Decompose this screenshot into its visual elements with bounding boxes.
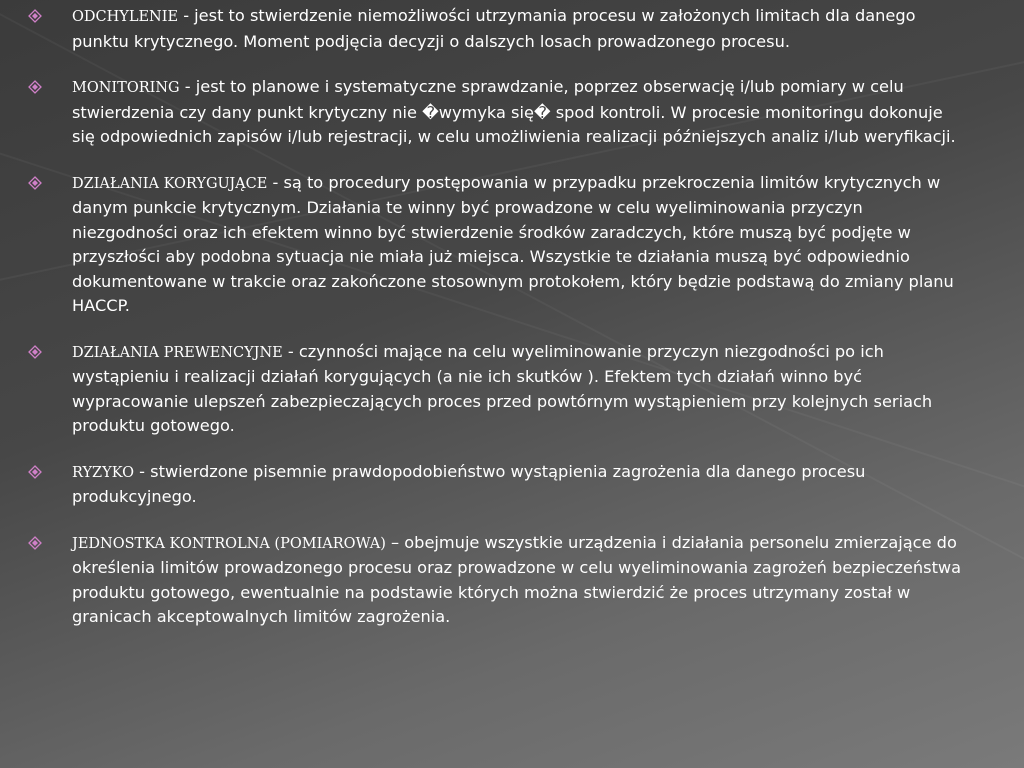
term-label: RYZYKO: [72, 464, 135, 481]
list-item: [28, 460, 968, 510]
list-item: [28, 75, 968, 150]
term-label: JEDNOSTKA KONTROLNA (POMIAROWA): [72, 535, 386, 552]
definition-text: - czynności mające na celu wyeliminowanie przyczyn niezgodności po ich wystąpieniu i realizacji działań korygujących (a nie ich skutków ). Efektem tych działań winno być wypracowanie ulepszeń zabezpieczających proces przed powtórnym wystąpieniem przy kolejnych seriach produktu gotowego.: [72, 341, 933, 435]
term-label: ODCHYLENIE: [72, 9, 179, 25]
list-item: [28, 340, 968, 439]
diamond-bullet-icon: [28, 536, 42, 550]
definition-text: - jest to planowe i systematyczne sprawdzanie, poprzez obserwację i/lub pomiary w celu stwierdzenia czy dany punkt krytyczny nie �wymyka się� spod kontroli. W procesie monitoringu dokonuje się odpowiednich zapisów i/lub rejestracji, w celu umożliwienia realizacji późniejszych analiz i/lub weryfikacji.: [72, 77, 956, 146]
definition-text: - jest to stwierdzenie niemożliwości utrzymania procesu w założonych limitach dla danego punktu krytycznego. Moment podjęcia decyzji o dalszych losach prowadzonego procesu.: [72, 6, 916, 51]
diamond-bullet-icon: [28, 80, 42, 94]
definition-text: - są to procedury postępowania w przypadku przekroczenia limitów krytycznych w danym punkcie krytycznym. Działania te winny być prowadzone w celu wyeliminowania przyczyn niezgodności oraz ich efektem winno być stwierdzenie środków zaradczych, które muszą być podjęte w przyszłości aby podobna sytuacja nie miała już miejsca. Wszystkie te działania muszą być odpowiednio dokumentowane w trakcie oraz zakończone stosownym protokołem, który będzie podstawą do zmiany planu HACCP.: [72, 172, 954, 315]
list-item: [28, 531, 968, 630]
list-item: [28, 171, 968, 319]
definitions-list: [28, 4, 968, 630]
diamond-bullet-icon: [28, 345, 42, 359]
list-item: [28, 4, 968, 54]
term-label: DZIAŁANIA PREWENCYJNE: [72, 344, 283, 361]
definition-text: - stwierdzone pisemnie prawdopodobieństwo wystąpienia zagrożenia dla danego procesu produkcyjnego.: [72, 461, 866, 506]
diamond-bullet-icon: [28, 9, 42, 23]
diamond-bullet-icon: [28, 465, 42, 479]
term-label: MONITORING: [72, 80, 180, 96]
definition-text: – obejmuje wszystkie urządzenia i działania personelu zmierzające do określenia limitów prowadzonego procesu oraz prowadzone w celu wyeliminowania zagrożeń bezpieczeństwa produktu gotowego, ewentualnie na podstawie których można stwierdzić że proces utrzymany został w granicach akceptowalnych limitów zagrożenia.: [72, 532, 962, 626]
diamond-bullet-icon: [28, 176, 42, 190]
term-label: DZIAŁANIA KORYGUJĄCE: [72, 175, 268, 192]
